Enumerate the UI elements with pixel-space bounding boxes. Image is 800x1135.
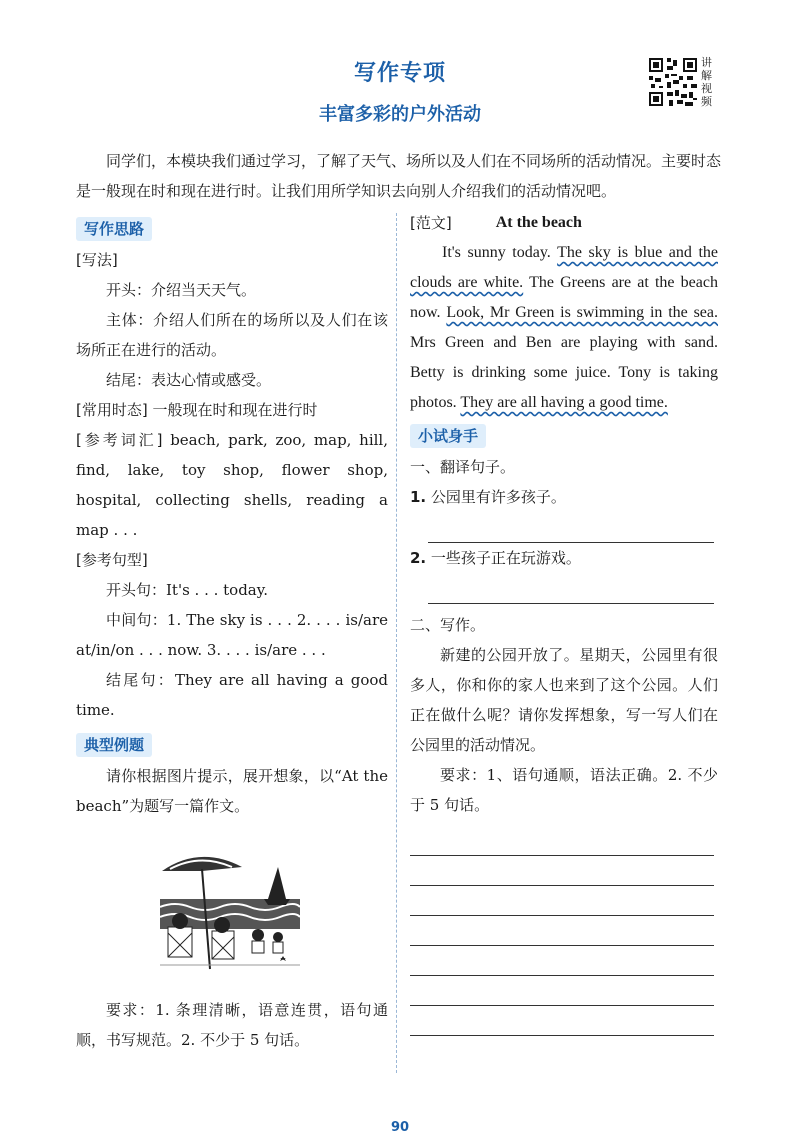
method-body: 主体：介绍人们所在的场所以及人们在该场所正在进行的活动。 — [76, 311, 388, 359]
section-badge-example: 典型例题 — [76, 733, 152, 757]
page-title: 写作专项 — [353, 61, 446, 86]
sample-sentence-underlined: The sky is blue and the clouds are white. — [410, 244, 718, 291]
q2-title: 二、写作。 — [410, 616, 486, 634]
writing-line[interactable] — [410, 1006, 714, 1036]
tense-label: [常用时态] — [76, 401, 148, 419]
answer-line[interactable] — [428, 573, 714, 604]
qr-code-label: 讲解视频 — [701, 56, 712, 108]
example-prompt: 请你根据图片提示，展开想象，以“At the beach”为题写一篇作文。 — [76, 767, 388, 815]
answer-line[interactable] — [428, 512, 714, 543]
writing-line[interactable] — [410, 826, 714, 856]
method-end: 结尾：表达心情或感受。 — [106, 371, 272, 389]
qr-code-icon[interactable] — [649, 58, 697, 106]
pattern-end: 结尾句：They are all having a good time. — [76, 671, 388, 719]
beach-illustration — [160, 837, 300, 977]
q2-prompt: 新建的公园开放了。星期天，公园里有很多人，你和你的家人也来到了这个公园。人们正在做什么呢？请你发挥想象，写一写人们在公园里的活动情况。 — [410, 646, 718, 754]
sample-header — [410, 208, 718, 238]
writing-line[interactable] — [410, 886, 714, 916]
right-column — [410, 208, 718, 1036]
q1-item-2 — [410, 543, 718, 573]
q1-title: 一、翻译句子。 — [410, 458, 516, 476]
writing-line[interactable] — [410, 856, 714, 886]
q1-item-2-text: 一些孩子正在玩游戏。 — [430, 549, 581, 567]
example-requirement: 要求：1. 条理清晰，语意连贯，语句通顺，书写规范。2. 不少于 5 句话。 — [76, 1001, 388, 1049]
writing-line[interactable] — [410, 946, 714, 976]
left-column — [76, 214, 388, 1055]
page-number: 90 — [390, 1120, 410, 1135]
vocab-value: beach, park, zoo, map, hill, find, lake, toy shop, flower shop, hospital, collecting shells, reading a map . . . — [76, 431, 388, 539]
sample-title: At the beach — [495, 214, 582, 231]
q1-item-1 — [410, 482, 718, 512]
section-badge-writing-ideas: 写作思路 — [76, 217, 152, 241]
sample-label: [范文] — [410, 214, 452, 232]
writing-line[interactable] — [410, 976, 714, 1006]
pattern-label: [参考句型] — [76, 551, 148, 569]
pattern-middle: 中间句：1. The sky is . . . 2. . . . is/are at/in/on . . . now. 3. . . . is/are . . . — [76, 611, 388, 659]
section-badge-practice: 小试身手 — [410, 424, 486, 448]
page-subtitle: 丰富多彩的户外活动 — [319, 104, 481, 125]
sample-essay — [410, 238, 718, 418]
sample-sentence-underlined: Look, Mr Green is swimming in the sea. — [446, 304, 719, 321]
method-label: [写法] — [76, 251, 118, 269]
sample-sentence-underlined: They are all having a good time. — [460, 394, 668, 411]
sample-sentence: It's sunny today. — [442, 244, 551, 261]
q1-item-2-number: 2. — [410, 549, 427, 567]
intro-paragraph: 同学们，本模块我们通过学习，了解了天气、场所以及人们在不同场所的活动情况。主要时态是一般现在时和现在进行时。让我们用所学知识去向别人介绍我们的活动情况吧。 — [76, 152, 722, 200]
sample-sentence: The Greens are at the beach now. — [410, 274, 718, 321]
q1-item-1-number: 1. — [410, 488, 427, 506]
tense-value: 一般现在时和现在进行时 — [152, 401, 318, 419]
vocab-line — [76, 425, 388, 545]
vocab-label: [参考词汇] — [76, 431, 163, 449]
column-divider — [396, 213, 397, 1073]
writing-line[interactable] — [410, 916, 714, 946]
q2-requirement: 要求：1、语句通顺，语法正确。2. 不少于 5 句话。 — [410, 766, 718, 814]
tense-line — [76, 395, 388, 425]
sample-sentence: Mrs Green and Ben are playing with sand. Betty is drinking some juice. Tony is taking photos. — [410, 334, 718, 411]
q1-item-1-text: 公园里有许多孩子。 — [430, 488, 566, 506]
pattern-start: 开头句：It's . . . today. — [106, 581, 269, 599]
method-start: 开头：介绍当天天气。 — [106, 281, 257, 299]
